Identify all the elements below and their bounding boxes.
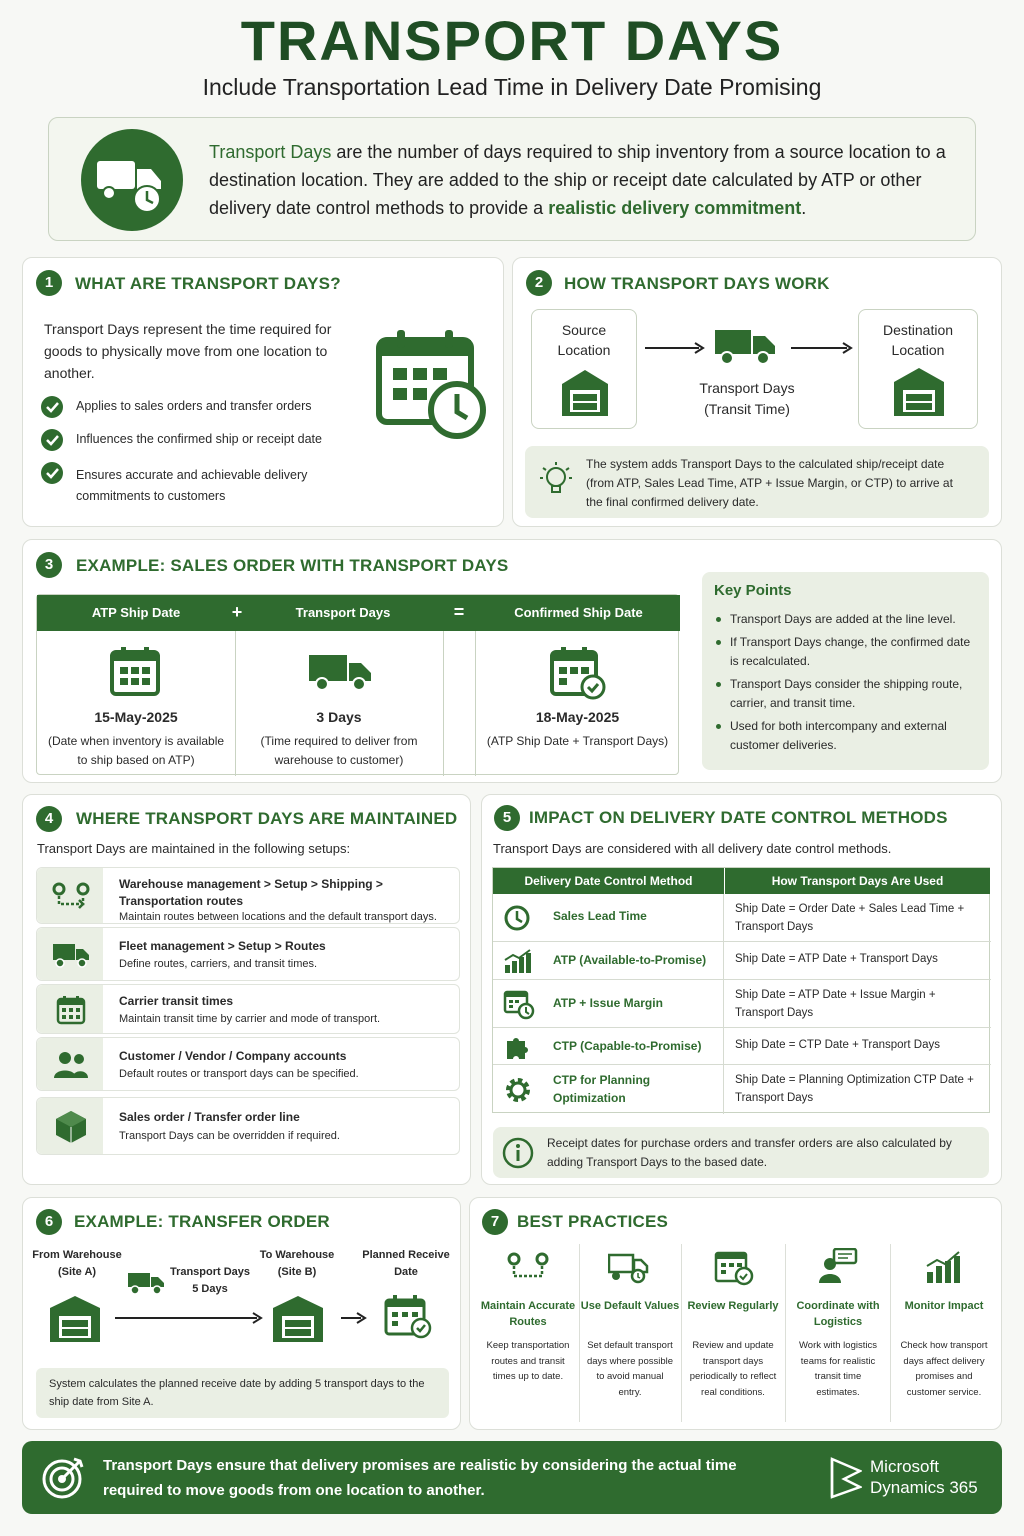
section-number: 7 — [482, 1209, 508, 1235]
list-item: Used for both intercompany and external customer deliveries. — [714, 717, 982, 755]
section-number: 6 — [36, 1209, 62, 1235]
page-title: TRANSPORT DAYS — [240, 9, 784, 72]
section-number: 1 — [36, 270, 62, 296]
calendar-check-icon — [549, 645, 607, 701]
section-sales-example — [22, 539, 1002, 783]
section-what-are — [22, 257, 504, 527]
calculation-table: ATP Ship Date + Transport Days = Confirmed Ship Date 15-May-2025 (Date when inventory is available to ship based on ATP) 3 Days (Time required to deliver from warehouse to customer) 18-May-2025 (ATP Ship Date + Transport Days) — [36, 594, 679, 775]
check-icon — [41, 462, 63, 484]
info-icon — [501, 1136, 535, 1170]
section-description: Transport Days represent the time required for goods to physically move from one location to another. — [44, 321, 332, 381]
intro-banner — [48, 117, 976, 241]
info-note: Receipt dates for purchase orders and transfer orders are also calculated by adding Transport Days to the based date. — [493, 1127, 989, 1178]
footer-text: Transport Days ensure that delivery promises are realistic by considering the actual time required to move goods from one location to another. — [103, 1457, 737, 1499]
chart-icon — [503, 948, 533, 974]
setup-row: Sales order / Transfer order line Transport Days can be overridden if required. — [36, 1097, 460, 1155]
calendar-check-icon — [714, 1248, 754, 1286]
section-title: WHERE TRANSPORT DAYS ARE MAINTAINED — [76, 809, 458, 828]
calendar-clock-icon — [503, 988, 535, 1020]
practice-item: Coordinate with Logistics Work with logistics teams for realistic transit time estimates. — [786, 1248, 890, 1424]
confirmed-ship-date-value: 18-May-2025 — [535, 709, 620, 725]
section-title: BEST PRACTICES — [517, 1212, 669, 1231]
list-item: Applies to sales orders and transfer orders — [41, 396, 361, 429]
warehouse-icon — [271, 1294, 325, 1342]
truck-icon — [307, 651, 373, 693]
equals-sign: = — [443, 595, 475, 631]
section-title: EXAMPLE: SALES ORDER WITH TRANSPORT DAYS — [76, 556, 509, 575]
section-how-works — [512, 257, 1002, 527]
calendar-check-icon — [383, 1294, 433, 1340]
intro-text-a: are the number of days required to ship inventory from a source location to a destination location. They are added to the ship or receipt date calculated by ATP or other delivery date control methods to provide a — [209, 142, 946, 218]
section-transfer-example: 6 EXAMPLE: TRANSFER ORDER From Warehouse (Site A) Transport Days 5 Days To Warehouse (Site B) Planned Receive Date System calculates the planned receive date by adding 5 transport days to the ship date from Site A. — [22, 1197, 461, 1430]
table-row: ATP (Available-to-Promise) Ship Date = ATP Date + Transport Days — [493, 942, 991, 980]
arrow-icon — [791, 340, 853, 356]
table-row: Sales Lead Time Ship Date = Order Date + Sales Lead Time + Transport Days — [493, 894, 991, 942]
box-icon — [55, 1110, 87, 1144]
page-subtitle: Include Transportation Lead Time in Delivery Date Promising — [202, 74, 822, 100]
brand-logo: Microsoft Dynamics 365 — [870, 1457, 978, 1497]
truck-icon — [52, 942, 90, 968]
check-icon — [41, 429, 63, 451]
list-item: Influences the confirmed ship or receipt date — [41, 429, 361, 462]
calendar-icon — [56, 995, 86, 1025]
warehouse-icon — [892, 366, 946, 416]
info-note: The system adds Transport Days to the calculated ship/receipt date (from ATP, Sales Lead Time, ATP + Issue Margin, or CTP) to arrive at the final confirmed delivery date. — [525, 446, 989, 518]
setup-row: Warehouse management > Setup > Shipping > Transportation routes Maintain routes between locations and the default transport days. — [36, 867, 460, 924]
check-icon — [41, 396, 63, 418]
section-impact: 5 IMPACT ON DELIVERY DATE CONTROL METHODS Transport Days are considered with all delivery date control methods. Delivery Date Control Method How Transport Days Are Used Sales Lead Time Ship Date = Order Date + Sales Lead Time + Transport Days ATP (Available-to-Promise) Ship Date = ATP Date + Transport Days ATP + Issue Margin Ship Date = ATP Date + Issue Margin + Transport Days CTP (Capable-to-Promise) Ship Date = CTP Date + Transport Days CTP for Planning Optimization Ship Date = Planning Optimization CTP Date + Transport Days Receipt dates for purchase orders and transfer orders are also calculated by adding Transport Days to the based date. — [481, 794, 1002, 1185]
setup-row: Customer / Vendor / Company accounts Default routes or transport days can be specified. — [36, 1037, 460, 1091]
section-title: EXAMPLE: TRANSFER ORDER — [74, 1212, 330, 1231]
section-number: 4 — [36, 806, 62, 832]
calendar-clock-icon — [375, 328, 491, 444]
column-header: Confirmed Ship Date — [477, 595, 680, 631]
list-item: Transport Days consider the shipping route, carrier, and transit time. — [714, 675, 982, 713]
gear-icon — [503, 1075, 533, 1105]
section-where-maintained: 4 WHERE TRANSPORT DAYS ARE MAINTAINED Transport Days are maintained in the following setups: Warehouse management > Setup > Shipping > Transportation routes Maintain routes between locations and the default transport days. Fleet management > Setup > Routes Define routes, carriers, and transit times. Carrier transit times Maintain transit time by carrier and mode of transport. Customer / Vendor / Company accounts Default routes or transport days can be specified. Sales order / Transfer order line Transport Days can be overridden if required. — [22, 794, 471, 1185]
practice-item: Maintain Accurate Routes Keep transportation routes and transit times up to date. — [478, 1248, 578, 1424]
practice-item: Monitor Impact Check how transport days affect delivery promises and customer service. — [891, 1248, 997, 1424]
truck-icon — [127, 1271, 165, 1295]
practice-item: Use Default Values Set default transport days where possible to avoid manual entry. — [580, 1248, 680, 1424]
people-icon — [53, 1050, 89, 1078]
truck-icon — [713, 326, 777, 366]
column-header: Delivery Date Control Method — [493, 868, 724, 894]
arrow-icon — [339, 1310, 367, 1326]
plus-sign: + — [227, 595, 247, 631]
table-row: CTP for Planning Optimization Ship Date = Planning Optimization CTP Date + Transport Days — [493, 1065, 991, 1113]
transit-label: Transport Days 5 Days — [169, 1266, 251, 1295]
methods-table — [492, 867, 990, 1113]
setup-row: Carrier transit times Maintain transit time by carrier and mode of transport. — [36, 984, 460, 1034]
calendar-icon — [109, 645, 161, 697]
target-icon — [40, 1455, 86, 1501]
warehouse-icon — [560, 368, 610, 416]
column-header: How Transport Days Are Used — [724, 868, 990, 894]
table-row: CTP (Capable-to-Promise) Ship Date = CTP Date + Transport Days — [493, 1028, 991, 1065]
intro-text-b: . — [801, 198, 807, 218]
section-number: 5 — [494, 805, 520, 831]
section-best-practices — [469, 1197, 1002, 1430]
check-list — [41, 396, 361, 506]
column-header: ATP Ship Date — [37, 595, 235, 631]
list-item: If Transport Days change, the confirmed date is recalculated. — [714, 633, 982, 671]
lightbulb-icon — [539, 460, 573, 500]
intro-term: Transport Days — [209, 142, 332, 162]
chart-icon — [925, 1250, 963, 1284]
practice-item: Review Regularly Review and update transport days periodically to reflect real conditions. — [682, 1248, 784, 1424]
dynamics-logo-icon — [830, 1457, 862, 1499]
route-icon — [506, 1250, 550, 1284]
puzzle-icon — [504, 1033, 532, 1061]
list-item: Ensures accurate and achievable delivery commitments to customers — [41, 462, 361, 506]
route-icon — [51, 880, 91, 912]
column-header: Transport Days — [245, 595, 441, 631]
intro-text — [209, 138, 949, 222]
source-location-box: Source Location — [531, 309, 637, 429]
arrow-icon — [113, 1310, 263, 1326]
info-note: System calculates the planned receive date by adding 5 transport days to the ship date from Site A. — [36, 1368, 449, 1418]
list-item: Transport Days are added at the line level. — [714, 610, 982, 629]
setup-row: Fleet management > Setup > Routes Define routes, carriers, and transit times. — [36, 927, 460, 981]
section-number: 2 — [526, 270, 552, 296]
truck-clock-icon — [81, 129, 183, 231]
destination-location-box: Destination Location — [858, 309, 978, 429]
warehouse-icon — [48, 1294, 102, 1342]
intro-highlight: realistic delivery commitment — [548, 198, 802, 218]
clock-icon — [503, 904, 531, 932]
transit-label: Transport Days (Transit Time) — [699, 380, 795, 417]
truck-clock-icon — [608, 1252, 652, 1284]
arrow-icon — [645, 340, 705, 356]
section-title: HOW TRANSPORT DAYS WORK — [564, 274, 830, 293]
transport-days-value: 3 Days — [316, 709, 362, 725]
section-title: IMPACT ON DELIVERY DATE CONTROL METHODS — [529, 808, 948, 827]
section-title: WHAT ARE TRANSPORT DAYS? — [75, 274, 341, 293]
footer-banner — [22, 1441, 1002, 1514]
table-row: ATP + Issue Margin Ship Date = ATP Date + Issue Margin + Transport Days — [493, 980, 991, 1028]
atp-ship-date-value: 15-May-2025 — [94, 709, 178, 725]
section-number: 3 — [36, 552, 62, 578]
chat-person-icon — [818, 1248, 858, 1284]
key-points-panel: Key Points Transport Days are added at the line level. If Transport Days change, the confirmed date is recalculated. Transport Days consider the shipping route, carrier, and transit time. Used for both intercompany and external customer deliveries. — [702, 572, 989, 770]
